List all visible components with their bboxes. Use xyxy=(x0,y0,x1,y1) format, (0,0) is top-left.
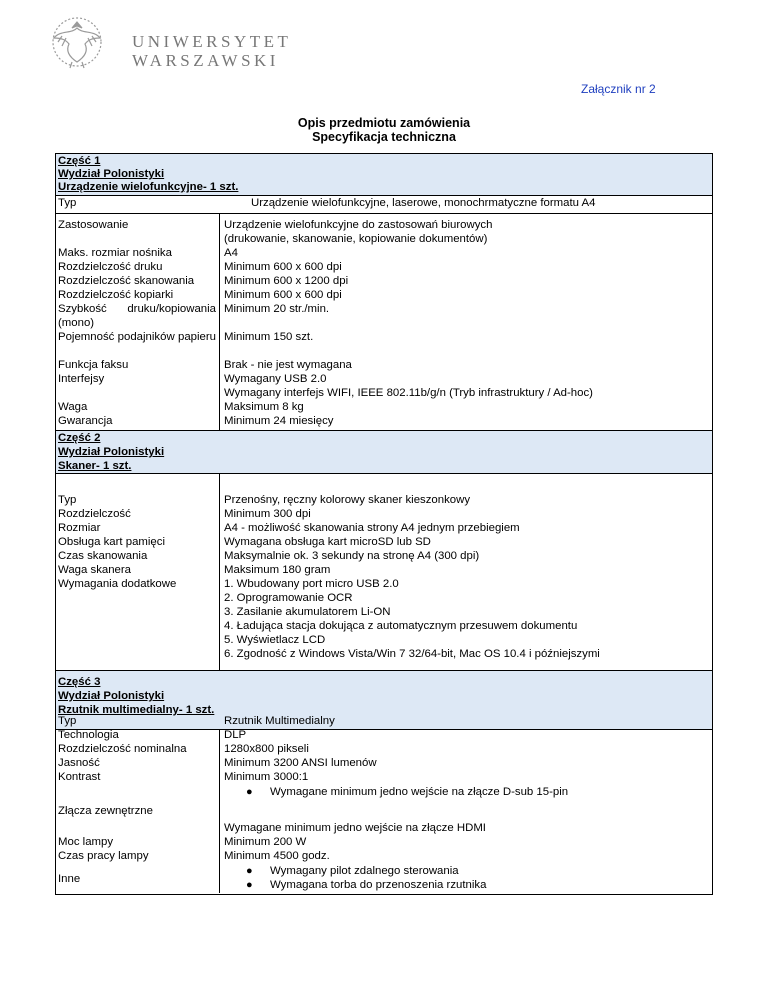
row-label: Typ xyxy=(58,715,77,727)
row-value: DLP xyxy=(224,729,247,741)
row-label: Inne xyxy=(58,873,81,885)
row-label: Typ xyxy=(58,494,77,506)
row-value: A4 xyxy=(224,247,238,259)
row-label: Rozdzielczość nominalna xyxy=(58,743,187,755)
row-value: A4 - możliwość skanowania strony A4 jednym przebiegiem xyxy=(224,522,520,534)
row-value: Brak - nie jest wymagana xyxy=(224,359,352,371)
row-label: Waga skanera xyxy=(58,564,132,576)
row-value: Minimum 3000:1 xyxy=(224,771,309,783)
row-value: Wymagana obsługa kart microSD lub SD xyxy=(224,536,431,548)
part-1-heading xyxy=(56,154,712,196)
part-1-item: Urządzenie wielofunkcyjne- 1 szt. xyxy=(58,181,239,193)
row-label: Jasność xyxy=(58,757,100,769)
row-value: Minimum 150 szt. xyxy=(224,331,314,343)
row-label: Obsługa kart pamięci xyxy=(58,536,165,548)
part-1-department: Wydział Polonistyki xyxy=(58,168,165,180)
bullet-icon: ● xyxy=(246,879,253,891)
row-label: Pojemność podajników papieru xyxy=(58,331,216,343)
bullet-icon: ● xyxy=(246,786,253,798)
row-label: Waga xyxy=(58,401,88,413)
row-value: Maksymalnie ok. 3 sekundy na stronę A4 (300 dpi) xyxy=(224,550,480,562)
row-label: Rozdzielczość druku xyxy=(58,261,163,273)
bullet-text: Wymagana torba do przenoszenia rzutnika xyxy=(270,879,487,891)
row-label: Gwarancja xyxy=(58,415,113,427)
row-value: Minimum 3200 ANSI lumenów xyxy=(224,757,377,769)
row-label: Funkcja faksu xyxy=(58,359,129,371)
row-value: Minimum 20 str./min. xyxy=(224,303,330,315)
bullet-text: Wymagany pilot zdalnego sterowania xyxy=(270,865,459,877)
row-value: Wymagany USB 2.0 xyxy=(224,373,327,385)
row-label: Maks. rozmiar nośnika xyxy=(58,247,172,259)
row-value: Wymagane minimum jedno wejście na złącze HDMI xyxy=(224,822,486,834)
part-2-item: Skaner- 1 szt. xyxy=(58,460,132,472)
row-value: Minimum 24 miesięcy xyxy=(224,415,334,427)
row-label: Rozdzielczość xyxy=(58,508,131,520)
part-3-department: Wydział Polonistyki xyxy=(58,690,165,702)
document-subtitle: Specyfikacja techniczna xyxy=(312,130,456,144)
row-value: 6. Zgodność z Windows Vista/Win 7 32/64-bit, Mac OS 10.4 i późniejszymi xyxy=(224,648,600,660)
row-label: Rozdzielczość skanowania xyxy=(58,275,195,287)
row-value: Minimum 600 x 600 dpi xyxy=(224,289,342,301)
eagle-emblem-icon xyxy=(42,12,122,72)
row-label: Rozmiar xyxy=(58,522,101,534)
column-divider xyxy=(219,729,220,893)
row-value: 3. Zasilanie akumulatorem Li-ON xyxy=(224,606,391,618)
row-value: Minimum 4500 godz. xyxy=(224,850,330,862)
row-value: Rzutnik Multimedialny xyxy=(224,715,335,727)
row-value: Maksimum 8 kg xyxy=(224,401,304,413)
logo-line-2: WARSZAWSKI xyxy=(132,51,279,70)
row-value: 4. Ładująca stacja dokująca z automatycznym przesuwem dokumentu xyxy=(224,620,578,632)
row-value: Minimum 200 W xyxy=(224,836,307,848)
row-value: Minimum 600 x 600 dpi xyxy=(224,261,342,273)
row-value: Przenośny, ręczny kolorowy skaner kieszonkowy xyxy=(224,494,471,506)
row-value: Urządzenie wielofunkcyjne do zastosowań biurowych xyxy=(224,219,493,231)
row-value: 5. Wyświetlacz LCD xyxy=(224,634,326,646)
row-label: Czas skanowania xyxy=(58,550,148,562)
row-label: Wymagania dodatkowe xyxy=(58,578,177,590)
bullet-icon: ● xyxy=(246,865,253,877)
row-value: 2. Oprogramowanie OCR xyxy=(224,592,353,604)
row-value: (drukowanie, skanowanie, kopiowanie dokumentów) xyxy=(224,233,488,245)
row-label: Technologia xyxy=(58,729,119,741)
document-title: Opis przedmiotu zamówienia xyxy=(297,116,471,130)
part-2-heading xyxy=(56,430,712,474)
part-2-number: Część 2 xyxy=(58,432,101,444)
row-value: Minimum 600 x 1200 dpi xyxy=(224,275,349,287)
divider xyxy=(56,213,712,214)
column-divider xyxy=(219,214,220,434)
type-label: Typ xyxy=(58,197,77,209)
specification-table xyxy=(55,153,713,895)
row-label: Zastosowanie xyxy=(58,219,129,231)
annex-number: Załącznik nr 2 xyxy=(581,82,656,96)
row-value: Wymagany interfejs WIFI, IEEE 802.11b/g/n (Tryb infrastruktury / Ad-hoc) xyxy=(224,387,593,399)
row-label: Interfejsy xyxy=(58,373,105,385)
type-value: Urządzenie wielofunkcyjne, laserowe, monochrmatyczne formatu A4 xyxy=(251,197,596,209)
row-value: Maksimum 180 gram xyxy=(224,564,331,576)
row-label: Kontrast xyxy=(58,771,101,783)
row-value: Minimum 300 dpi xyxy=(224,508,311,520)
university-logo xyxy=(42,12,292,72)
row-label: Czas pracy lampy xyxy=(58,850,149,862)
row-value: 1. Wbudowany port micro USB 2.0 xyxy=(224,578,399,590)
bullet-text: Wymagane minimum jedno wejście na złącze D-sub 15-pin xyxy=(270,786,569,798)
column-divider xyxy=(219,474,220,670)
part-2-department: Wydział Polonistyki xyxy=(58,446,165,458)
part-3-item: Rzutnik multimedialny- 1 szt. xyxy=(58,704,215,716)
part-3-number: Część 3 xyxy=(58,676,101,688)
row-label: Szybkość druku/kopiowania (mono) xyxy=(58,303,216,329)
row-label: Złącza zewnętrzne xyxy=(58,805,153,817)
part-1-number: Część 1 xyxy=(58,155,101,167)
logo-line-1: UNIWERSYTET xyxy=(132,32,292,51)
row-label: Rozdzielczość kopiarki xyxy=(58,289,174,301)
row-label: Moc lampy xyxy=(58,836,114,848)
row-value: 1280x800 pikseli xyxy=(224,743,309,755)
